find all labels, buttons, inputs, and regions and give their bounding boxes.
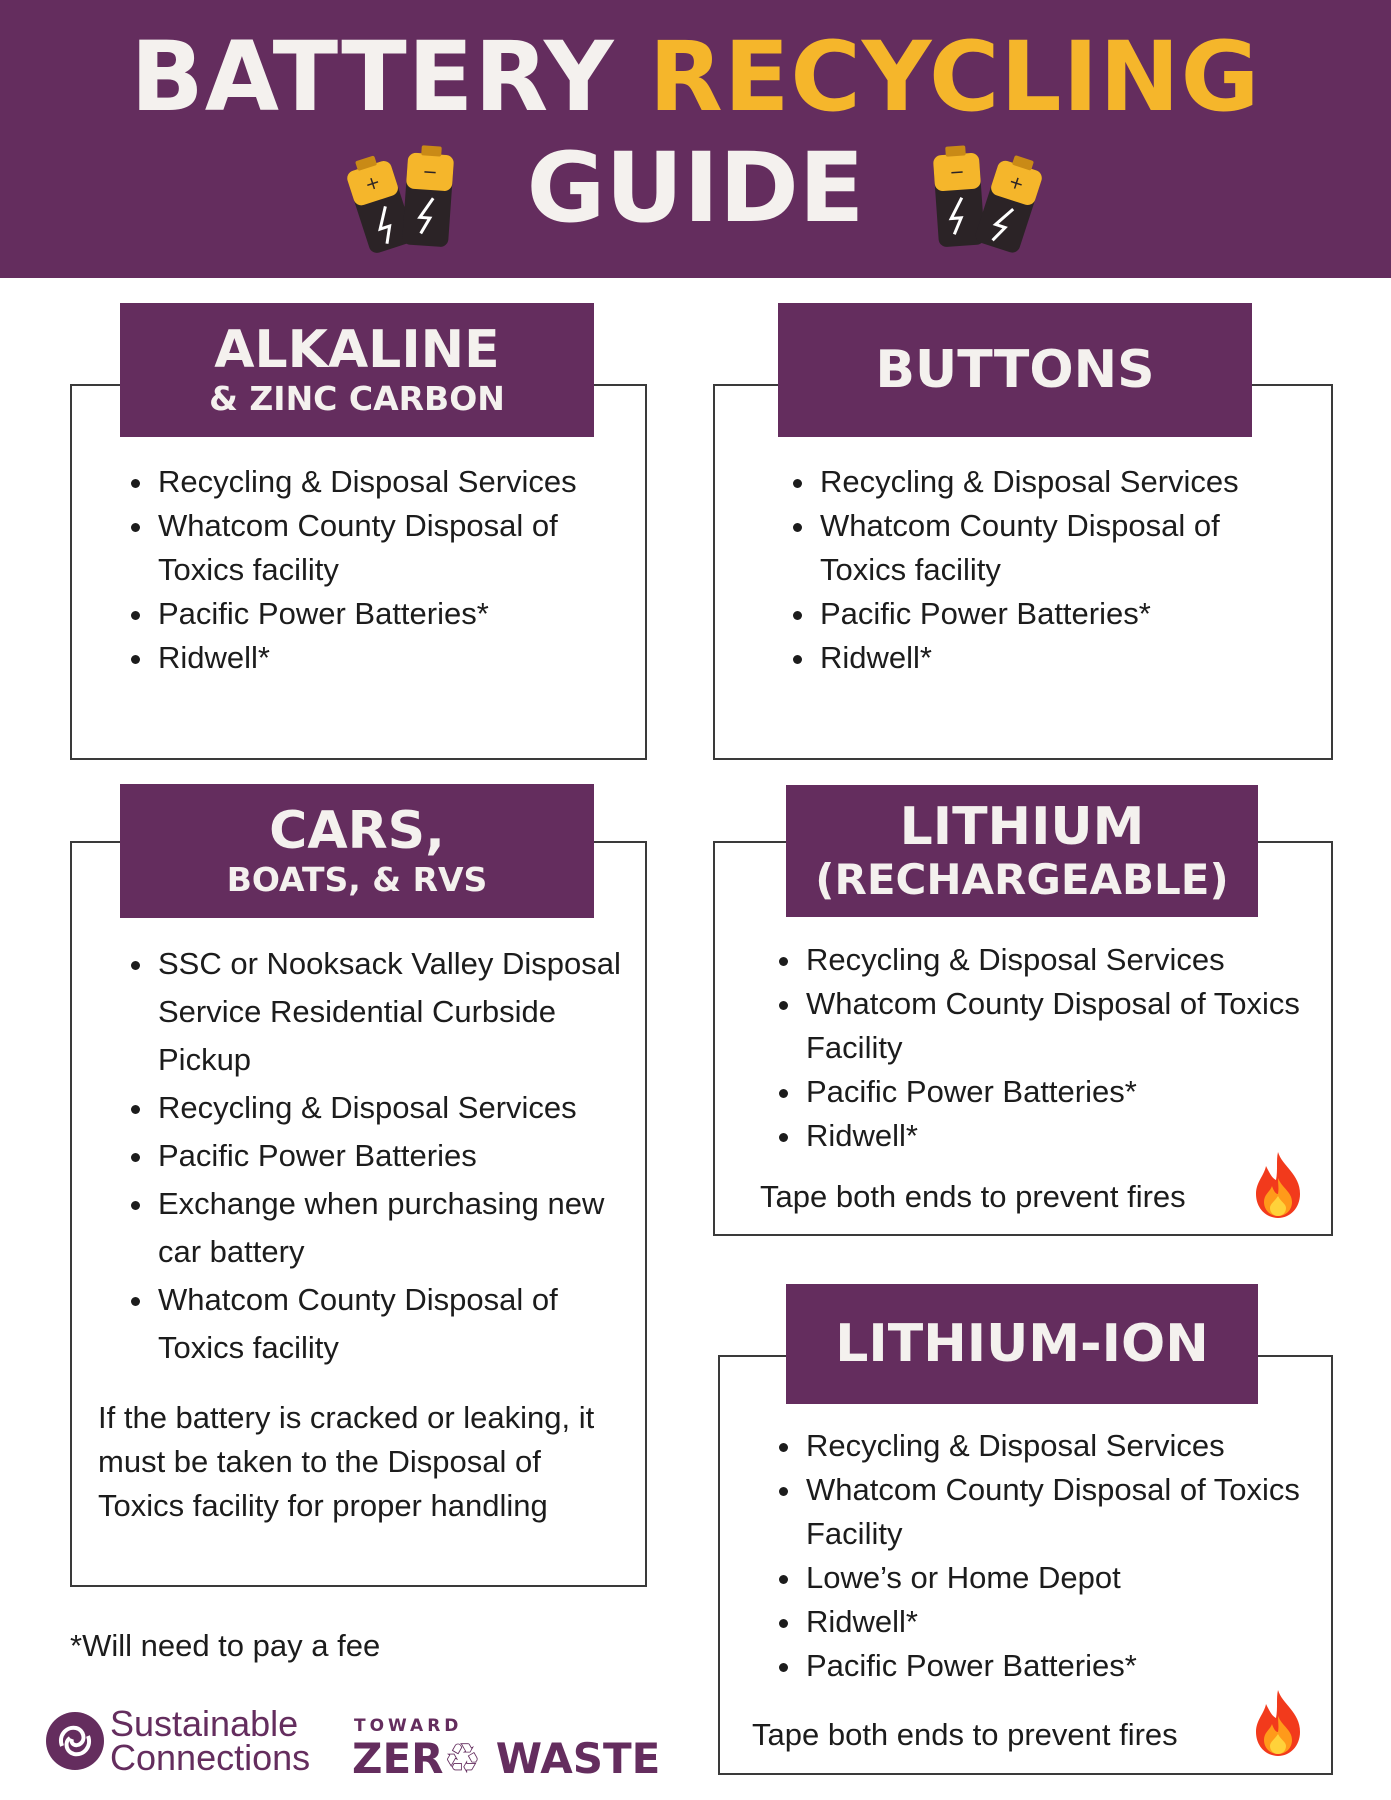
list-item: • Pacific Power Batteries — [156, 1132, 646, 1180]
svg-text:−: − — [421, 161, 439, 184]
list-item: • Exchange when purchasing new car battery — [156, 1180, 646, 1276]
lithium-subtitle: (RECHARGEABLE) — [815, 855, 1229, 905]
cars-label — [120, 784, 594, 918]
cars-list — [122, 940, 646, 1372]
alkaline-label — [120, 303, 594, 437]
list-item: • Whatcom County Disposal of Toxics Facility — [804, 982, 1324, 1070]
alkaline-title: ALKALINE — [214, 320, 500, 381]
title-guide: GUIDE — [526, 132, 865, 244]
swirl-logo-icon — [44, 1710, 106, 1772]
cars-title: CARS, — [269, 801, 445, 862]
alkaline-list — [122, 460, 606, 680]
header-banner — [0, 0, 1391, 278]
list-item: • Pacific Power Batteries* — [156, 592, 606, 636]
title-battery: BATTERY — [130, 21, 615, 133]
lithium-list — [770, 938, 1324, 1158]
list-item: • Whatcom County Disposal of Toxics Facility — [804, 1468, 1324, 1556]
list-item: • Pacific Power Batteries* — [804, 1070, 1324, 1114]
battery-icon — [335, 136, 470, 261]
logo1-line2: Connections — [110, 1737, 311, 1778]
buttons-list — [784, 460, 1268, 680]
svg-text:+: + — [362, 171, 384, 196]
title-recycling: RECYCLING — [648, 21, 1261, 133]
list-item: • Recycling & Disposal Services — [156, 1084, 646, 1132]
list-item: • Ridwell* — [804, 1600, 1324, 1644]
logo1-line1: Sustainable — [110, 1703, 299, 1744]
lithium-ion-list — [770, 1424, 1324, 1688]
cars-note: If the battery is cracked or leaking, it must be taken to the Disposal of Toxics facility for proper handling — [98, 1400, 595, 1523]
alkaline-subtitle: & ZINC CARBON — [209, 378, 505, 418]
logo2-toward: TOWARD — [354, 1716, 463, 1736]
lithium-label — [786, 785, 1258, 917]
flame-icon — [1248, 1688, 1308, 1758]
toward-zero-waste-logo — [352, 1716, 662, 1783]
lithium-ion-note: Tape both ends to prevent fires — [752, 1717, 1178, 1752]
list-item: • Lowe’s or Home Depot — [804, 1556, 1324, 1600]
list-item: • Recycling & Disposal Services — [804, 1424, 1324, 1468]
lithium-title: LITHIUM — [899, 796, 1145, 857]
list-item: • SSC or Nooksack Valley Disposal Service Residential Curbside Pickup — [156, 940, 646, 1084]
list-item: • Ridwell* — [804, 1114, 1324, 1158]
battery-icon — [918, 136, 1053, 261]
sustainable-connections-logo — [44, 1703, 344, 1778]
list-item: • Recycling & Disposal Services — [804, 938, 1324, 982]
buttons-label — [778, 303, 1252, 437]
lithium-ion-label — [786, 1284, 1258, 1404]
buttons-title: BUTTONS — [875, 339, 1155, 400]
list-item: • Whatcom County Disposal of Toxics facility — [818, 504, 1268, 592]
list-item: • Ridwell* — [156, 636, 606, 680]
flame-icon — [1248, 1150, 1308, 1220]
lithium-ion-title: LITHIUM-ION — [835, 1313, 1209, 1374]
list-item: • Pacific Power Batteries* — [818, 592, 1268, 636]
list-item: • Recycling & Disposal Services — [156, 460, 606, 504]
lithium-note: Tape both ends to prevent fires — [760, 1179, 1186, 1214]
list-item: • Recycling & Disposal Services — [818, 460, 1268, 504]
list-item: • Whatcom County Disposal of Toxics facility — [156, 1276, 646, 1372]
list-item: • Pacific Power Batteries* — [804, 1644, 1324, 1688]
list-item: • Ridwell* — [818, 636, 1268, 680]
logo2-zero-waste: ZER♲ WASTE — [352, 1734, 661, 1783]
fee-note: *Will need to pay a fee — [70, 1628, 381, 1663]
svg-text:+: + — [1005, 171, 1027, 196]
title-line-1 — [0, 22, 1391, 132]
list-item: • Whatcom County Disposal of Toxics facility — [156, 504, 606, 592]
svg-text:−: − — [948, 161, 966, 184]
cars-subtitle: BOATS, & RVS — [226, 859, 488, 899]
